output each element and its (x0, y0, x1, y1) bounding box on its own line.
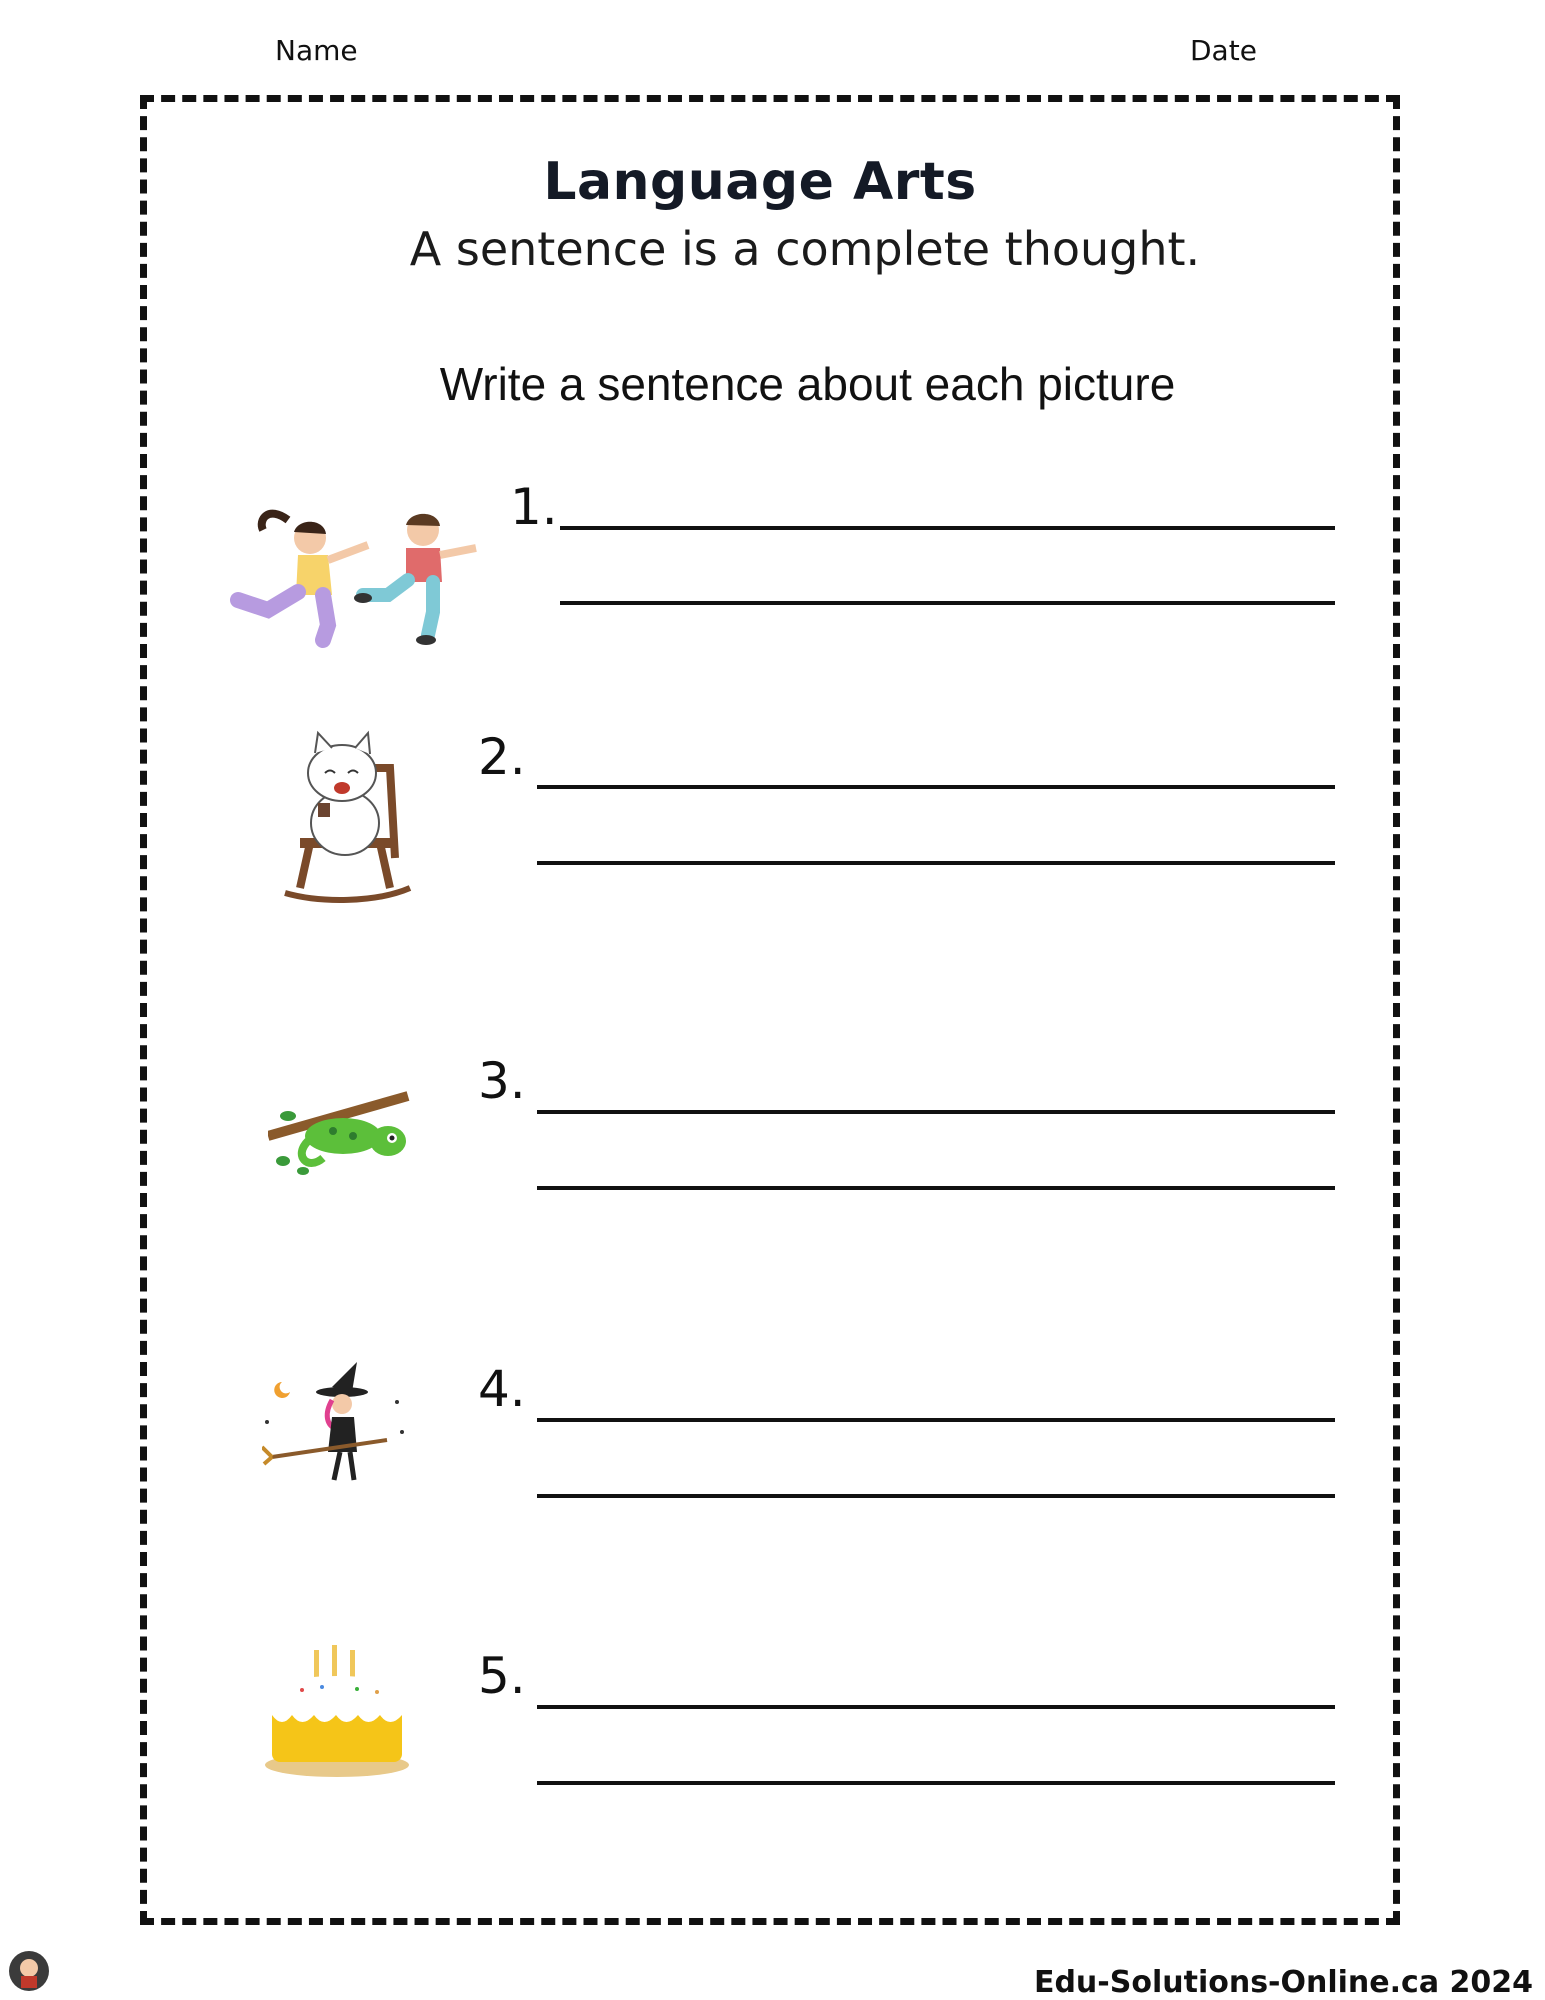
cat-in-rocking-chair-icon (280, 728, 415, 903)
name-label: Name (275, 34, 358, 67)
answer-line-3b[interactable] (537, 1186, 1335, 1190)
witch-on-broom-icon (262, 1362, 412, 1487)
worksheet-instruction: Write a sentence about each picture (439, 358, 1176, 410)
answer-line-2a[interactable] (537, 785, 1335, 789)
teacher-avatar-icon (8, 1950, 50, 1992)
birthday-cake-icon (262, 1645, 412, 1780)
item-number-4: 4. (478, 1360, 526, 1418)
worksheet-title: Language Arts (543, 152, 977, 212)
item-number-5: 5. (478, 1647, 526, 1705)
chameleon-on-branch-icon (268, 1086, 413, 1181)
answer-line-1b[interactable] (560, 601, 1335, 605)
answer-line-4a[interactable] (537, 1418, 1335, 1422)
answer-line-4b[interactable] (537, 1494, 1335, 1498)
worksheet-subtitle: A sentence is a complete thought. (409, 222, 1201, 276)
answer-line-2b[interactable] (537, 861, 1335, 865)
answer-line-5b[interactable] (537, 1781, 1335, 1785)
item-number-2: 2. (478, 728, 526, 786)
answer-line-5a[interactable] (537, 1705, 1335, 1709)
item-number-1: 1. (510, 478, 558, 536)
date-label: Date (1190, 34, 1257, 67)
children-running-icon (228, 500, 478, 650)
item-number-3: 3. (478, 1052, 526, 1110)
footer-credit: Edu-Solutions-Online.ca 2024 (1033, 1965, 1533, 2000)
answer-line-3a[interactable] (537, 1110, 1335, 1114)
answer-line-1a[interactable] (560, 526, 1335, 530)
